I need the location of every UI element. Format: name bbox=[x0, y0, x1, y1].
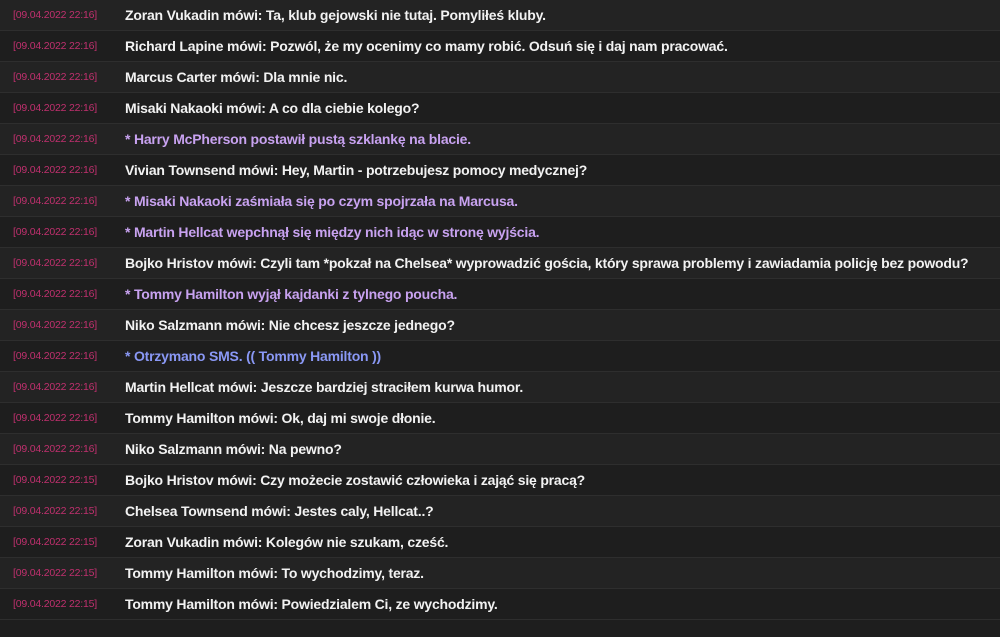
chat-row bbox=[0, 403, 1000, 434]
chat-row bbox=[0, 465, 1000, 496]
chat-message: Misaki Nakaoki mówi: A co dla ciebie kolego? bbox=[125, 100, 420, 116]
chat-row bbox=[0, 186, 1000, 217]
chat-message: Niko Salzmann mówi: Na pewno? bbox=[125, 441, 342, 457]
chat-message: Bojko Hristov mówi: Czyli tam *pokzał na Chelsea* wyprowadzić gościa, który sprawa problemy i zawiadamia policję bez powodu? bbox=[125, 255, 969, 271]
timestamp: [09.04.2022 22:16] bbox=[13, 71, 97, 83]
timestamp: [09.04.2022 22:16] bbox=[13, 102, 97, 114]
chat-action-message: * Misaki Nakaoki zaśmiała się po czym spojrzała na Marcusa. bbox=[125, 193, 518, 209]
chat-row bbox=[0, 341, 1000, 372]
chat-row bbox=[0, 527, 1000, 558]
chat-row bbox=[0, 496, 1000, 527]
timestamp: [09.04.2022 22:15] bbox=[13, 598, 97, 610]
chat-message: Vivian Townsend mówi: Hey, Martin - potrzebujesz pomocy medycznej? bbox=[125, 162, 588, 178]
timestamp: [09.04.2022 22:16] bbox=[13, 195, 97, 207]
chat-row bbox=[0, 248, 1000, 279]
timestamp: [09.04.2022 22:16] bbox=[13, 350, 97, 362]
chat-message: Marcus Carter mówi: Dla mnie nic. bbox=[125, 69, 348, 85]
chat-row bbox=[0, 155, 1000, 186]
chat-row bbox=[0, 31, 1000, 62]
timestamp: [09.04.2022 22:16] bbox=[13, 381, 97, 393]
chat-message: Tommy Hamilton mówi: Powiedzialem Ci, ze wychodzimy. bbox=[125, 596, 498, 612]
chat-message: Tommy Hamilton mówi: Ok, daj mi swoje dłonie. bbox=[125, 410, 436, 426]
timestamp: [09.04.2022 22:16] bbox=[13, 40, 97, 52]
chat-message: Tommy Hamilton mówi: To wychodzimy, teraz. bbox=[125, 565, 424, 581]
timestamp: [09.04.2022 22:15] bbox=[13, 536, 97, 548]
chat-row bbox=[0, 372, 1000, 403]
chat-row bbox=[0, 62, 1000, 93]
timestamp: [09.04.2022 22:15] bbox=[13, 567, 97, 579]
chat-message: Richard Lapine mówi: Pozwól, że my ocenimy co mamy robić. Odsuń się i daj nam pracować. bbox=[125, 38, 728, 54]
timestamp: [09.04.2022 22:16] bbox=[13, 226, 97, 238]
chat-message: Zoran Vukadin mówi: Ta, klub gejowski nie tutaj. Pomyliłeś kluby. bbox=[125, 7, 546, 23]
timestamp: [09.04.2022 22:15] bbox=[13, 474, 97, 486]
timestamp: [09.04.2022 22:15] bbox=[13, 505, 97, 517]
chat-action-message: * Tommy Hamilton wyjął kajdanki z tylnego poucha. bbox=[125, 286, 458, 302]
timestamp: [09.04.2022 22:16] bbox=[13, 164, 97, 176]
timestamp: [09.04.2022 22:16] bbox=[13, 9, 97, 21]
timestamp: [09.04.2022 22:16] bbox=[13, 257, 97, 269]
chat-row bbox=[0, 124, 1000, 155]
chat-row bbox=[0, 93, 1000, 124]
chat-action-message: * Harry McPherson postawił pustą szklankę na blacie. bbox=[125, 131, 471, 147]
chat-row bbox=[0, 558, 1000, 589]
chat-row bbox=[0, 217, 1000, 248]
chat-row bbox=[0, 434, 1000, 465]
timestamp: [09.04.2022 22:16] bbox=[13, 319, 97, 331]
timestamp: [09.04.2022 22:16] bbox=[13, 133, 97, 145]
chat-row bbox=[0, 279, 1000, 310]
chat-row bbox=[0, 310, 1000, 341]
chat-message: Martin Hellcat mówi: Jeszcze bardziej straciłem kurwa humor. bbox=[125, 379, 524, 395]
chat-message: Niko Salzmann mówi: Nie chcesz jeszcze jednego? bbox=[125, 317, 455, 333]
chat-message: Zoran Vukadin mówi: Kolegów nie szukam, cześć. bbox=[125, 534, 449, 550]
chat-row bbox=[0, 0, 1000, 31]
chat-row bbox=[0, 589, 1000, 620]
chat-message: Chelsea Townsend mówi: Jestes caly, Hellcat..? bbox=[125, 503, 434, 519]
timestamp: [09.04.2022 22:16] bbox=[13, 412, 97, 424]
chat-action-message: * Martin Hellcat wepchnął się między nich idąc w stronę wyjścia. bbox=[125, 224, 540, 240]
sms-notification: * Otrzymano SMS. (( Tommy Hamilton )) bbox=[125, 348, 382, 364]
chat-message: Bojko Hristov mówi: Czy możecie zostawić człowieka i zająć się pracą? bbox=[125, 472, 586, 488]
timestamp: [09.04.2022 22:16] bbox=[13, 443, 97, 455]
timestamp: [09.04.2022 22:16] bbox=[13, 288, 97, 300]
